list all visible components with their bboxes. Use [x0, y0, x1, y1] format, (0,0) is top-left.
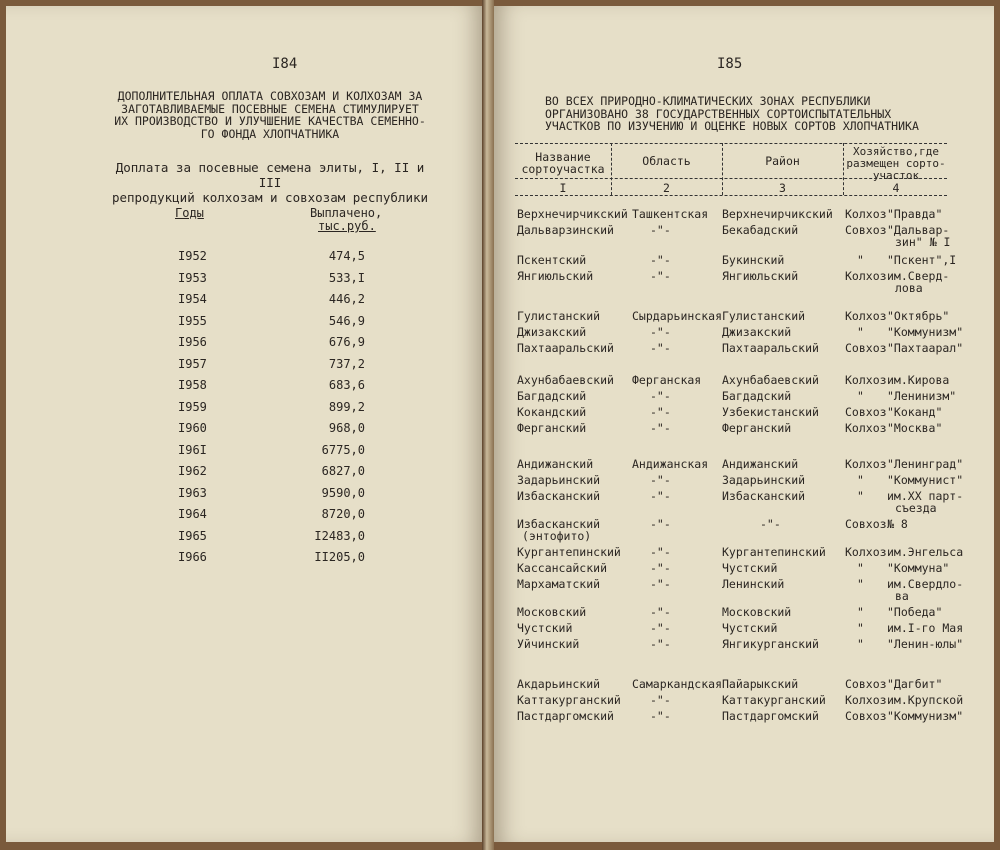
table-cell-region: -"- [650, 561, 671, 575]
right-page-title [545, 95, 919, 133]
table-cell-district: Гулистанский [722, 309, 806, 323]
table-cell-site-name: Дальварзинский [517, 223, 614, 237]
table-cell-year: I958 [178, 378, 207, 392]
table-cell-site-name: Пастдаргомский [517, 709, 614, 723]
table-cell-site-name: Гулистанский [517, 309, 601, 323]
table-cell-farm: "Коканд" [887, 405, 943, 419]
table-cell-year: I966 [178, 550, 207, 564]
table-cell-site-name: Ахунбабаевский [517, 373, 614, 387]
table-cell-farm-type: Колхоз [845, 269, 887, 283]
table-cell-value: 9590,0 [321, 485, 365, 500]
table-cell-region: Самаркандская [632, 677, 723, 691]
table-cell-farm-type: " [857, 605, 864, 619]
table-cell-region: -"- [650, 577, 671, 591]
table-cell-value: I2483,0 [314, 528, 365, 543]
table-cell-farm: зин" № I [895, 235, 951, 249]
table-cell-region: -"- [650, 489, 671, 503]
header-text: Название [535, 150, 591, 164]
table-cell-year: I960 [178, 421, 207, 435]
table-cell-farm-type: Колхоз [845, 545, 887, 559]
left-page-subtitle [110, 160, 430, 205]
table-cell-farm: "Коммунизм" [887, 709, 964, 723]
table-cell-farm: "Пахтаарал" [887, 341, 964, 355]
subtitle-line: Доплата за посевные семена элиты, I, II и III [115, 160, 425, 190]
column-number: 3 [779, 181, 786, 195]
table-cell-site-name: Уйчинский [517, 637, 580, 651]
table-cell-region: -"- [650, 325, 671, 339]
table-cell-region: -"- [650, 269, 671, 283]
table-cell-site-name: Багдадский [517, 389, 587, 403]
table-cell-farm: ва [895, 589, 909, 603]
table-cell-year: I964 [178, 507, 207, 521]
table-cell-farm: "Ленин-юлы" [887, 637, 964, 651]
table-cell-year: I956 [178, 335, 207, 349]
table-cell-farm-type: Совхоз [845, 223, 887, 237]
left-title-line: ГО ФОНДА ХЛОПЧАТНИКА [200, 126, 340, 141]
table-cell-region: Ташкентская [632, 207, 709, 221]
table-cell-value: 737,2 [328, 356, 365, 371]
table-cell-region: -"- [650, 637, 671, 651]
table-cell-site-name: Кургантепинский [517, 545, 621, 559]
table-cell-district: Пахтааральский [722, 341, 819, 355]
table-cell-farm: им.Кирова [887, 373, 950, 387]
header-site-name [515, 151, 611, 175]
table-cell-site-name: Джизакский [517, 325, 587, 339]
table-cell-region: -"- [650, 605, 671, 619]
left-page-number: I84 [272, 56, 298, 72]
table-cell-farm-type: " [857, 621, 864, 635]
table-cell-farm-type: Колхоз [845, 693, 887, 707]
column-number: I [559, 181, 567, 195]
table-cell-site-name: Избасканский [517, 517, 601, 531]
table-cell-farm: им.Сверд- [887, 269, 950, 283]
table-cell-region: -"- [650, 473, 671, 487]
table-cell-district: Янгикурганский [722, 637, 819, 651]
header-district: Район [765, 154, 800, 168]
table-cell-farm-type: Колхоз [845, 421, 887, 435]
table-cell-farm: им.XX парт- [887, 489, 964, 503]
table-cell-farm: № 8 [887, 517, 908, 531]
table-cell-farm: "Коммунист" [887, 473, 964, 487]
table-cell-district: Каттакурганский [722, 693, 826, 707]
table-cell-district: Узбекистанский [722, 405, 819, 419]
table-cell-region: Сырдарьинская [632, 309, 723, 323]
header-text: сортоучастка [521, 162, 605, 176]
table-cell-site-name: Кассансайский [517, 561, 608, 575]
table-cell-district: Ахунбабаевский [722, 373, 819, 387]
table-cell-district: Пастдаргомский [722, 709, 819, 723]
table-cell-value: II205,0 [314, 550, 365, 564]
table-cell-region: -"- [650, 341, 671, 355]
table-number-rule [515, 195, 947, 196]
left-title-line: ЗАГОТАВЛИВАЕМЫЕ ПОСЕВНЫЕ СЕМЕНА СТИМУЛИРУЕТ [121, 101, 419, 116]
table-cell-site-name: Пахтааральский [517, 341, 614, 355]
table-cell-farm: им.Крупской [887, 693, 964, 707]
table-cell-region: -"- [650, 709, 671, 723]
book-spine [482, 0, 494, 850]
table-cell-farm: "Пскент",I [887, 253, 957, 267]
table-cell-value: 683,6 [328, 378, 365, 392]
paid-column-unit: тыс.руб. [318, 219, 376, 233]
table-top-rule [515, 143, 947, 144]
table-cell-year: I962 [178, 464, 207, 478]
table-cell-farm-type: " [857, 489, 864, 503]
table-cell-farm: "Дагбит" [887, 677, 943, 691]
table-cell-value: 546,9 [328, 313, 365, 328]
table-cell-farm: "Правда" [887, 207, 943, 221]
table-cell-value: 474,5 [328, 249, 365, 263]
column-number: 4 [892, 181, 900, 195]
table-cell-farm-type: " [857, 577, 864, 591]
table-cell-year: I955 [178, 313, 207, 328]
table-cell-farm-type: Совхоз [845, 341, 887, 355]
table-cell-site-name: Задарьинский [517, 473, 601, 487]
paid-column-header: Выплачено, [310, 206, 383, 220]
table-cell-farm: съезда [895, 501, 937, 515]
table-cell-farm: им.Энгельса [887, 545, 964, 559]
table-cell-year: I957 [178, 356, 207, 371]
table-cell-year: I963 [178, 485, 207, 500]
table-cell-farm: "Дальвар- [887, 223, 950, 237]
table-cell-farm: "Октябрь" [887, 309, 950, 323]
table-cell-district: Чустский [722, 561, 778, 575]
table-cell-value: 6775,0 [321, 442, 365, 457]
table-cell-region: -"- [650, 517, 671, 531]
table-cell-farm-type: " [857, 253, 864, 267]
table-cell-farm-type: Колхоз [845, 373, 887, 387]
table-cell-region: -"- [650, 693, 671, 707]
table-cell-district: Багдадский [722, 389, 792, 403]
table-cell-site-name: Янгиюльский [517, 269, 594, 283]
left-page-title [100, 90, 440, 140]
left-title-line: ИХ ПРОИЗВОДСТВО И УЛУЧШЕНИЕ КАЧЕСТВА СЕМЕННО- [114, 114, 426, 128]
header-region: Область [642, 154, 691, 168]
header-text: размещен сорто- [846, 157, 946, 170]
table-cell-district: -"- [760, 517, 781, 531]
table-cell-region: Ферганская [632, 373, 702, 387]
table-cell-site-name: Пскентский [517, 253, 587, 267]
table-cell-region: -"- [650, 223, 671, 237]
table-cell-district: Пайарыкский [722, 677, 799, 691]
table-cell-district: Верхнечирчикский [722, 207, 833, 221]
header-farm [843, 146, 949, 182]
table-cell-farm: им.Свердло- [887, 577, 964, 591]
table-cell-region: -"- [650, 253, 671, 267]
table-cell-year: I954 [178, 292, 207, 306]
table-cell-value: 899,2 [328, 399, 365, 414]
table-cell-farm: им.I-го Мая [887, 621, 964, 635]
table-cell-site-name: Андижанский [517, 457, 594, 471]
table-cell-farm-type: " [857, 473, 864, 487]
table-cell-farm-type: Колхоз [845, 457, 887, 471]
table-cell-site-name: Кокандский [517, 405, 587, 419]
table-cell-farm: "Коммуна" [887, 561, 950, 575]
right-page-number: I85 [717, 56, 743, 72]
column-number: 2 [663, 181, 670, 195]
table-cell-region: Андижанская [632, 457, 709, 471]
table-cell-site-name: Каттакурганский [517, 693, 621, 707]
table-cell-district: Ленинский [722, 577, 785, 591]
left-title-line: ДОПОЛНИТЕЛЬНАЯ ОПЛАТА СОВХОЗАМ И КОЛХОЗАМ ЗА [117, 89, 423, 103]
table-cell-site-name: Избасканский [517, 489, 601, 503]
table-cell-district: Кургантепинский [722, 545, 826, 559]
right-title-line: ОРГАНИЗОВАНО 38 ГОСУДАРСТВЕННЫХ СОРТОИСПЫТАТЕЛЬНЫХ [545, 106, 892, 121]
table-cell-district: Бекабадский [722, 223, 799, 237]
table-cell-year: I953 [178, 270, 207, 285]
table-cell-farm: лова [895, 281, 923, 295]
table-cell-farm-type: Совхоз [845, 677, 887, 691]
table-cell-value: 533,I [328, 270, 365, 285]
table-cell-year: I952 [178, 249, 207, 263]
table-cell-region: -"- [650, 421, 671, 435]
table-cell-value: 6827,0 [321, 464, 365, 478]
table-cell-farm-type: Колхоз [845, 309, 887, 323]
table-cell-farm: "Победа" [887, 605, 943, 619]
table-cell-farm-type: " [857, 325, 864, 339]
table-cell-farm-type: " [857, 637, 864, 651]
table-cell-farm-type: Совхоз [845, 517, 887, 531]
header-text: Хозяйство,где [852, 145, 940, 158]
table-cell-region: -"- [650, 621, 671, 635]
table-cell-value: 676,9 [328, 335, 365, 349]
table-cell-year: I965 [178, 528, 207, 543]
table-cell-site-name: Акдарьинский [517, 677, 601, 691]
table-cell-site-name: Верхнечирчикский [517, 207, 628, 221]
table-cell-district: Андижанский [722, 457, 799, 471]
right-title-line: УЧАСТКОВ ПО ИЗУЧЕНИЮ И ОЦЕНКЕ НОВЫХ СОРТОВ ХЛОПЧАТНИКА [545, 119, 919, 133]
table-cell-district: Ферганский [722, 421, 792, 435]
table-cell-site-name: Мархаматский [517, 577, 601, 591]
table-cell-value: 968,0 [328, 421, 365, 435]
table-cell-site-name: (энтофито) [522, 529, 592, 543]
table-cell-district: Задарьинский [722, 473, 806, 487]
table-cell-farm: "Москва" [887, 421, 943, 435]
table-cell-farm: "Ленинизм" [887, 389, 957, 403]
table-cell-site-name: Московский [517, 605, 587, 619]
right-title-line: ВО ВСЕХ ПРИРОДНО-КЛИМАТИЧЕСКИХ ЗОНАХ РЕСПУБЛИКИ [545, 94, 871, 108]
table-cell-year: I959 [178, 399, 207, 414]
table-cell-farm-type: " [857, 389, 864, 403]
table-cell-region: -"- [650, 545, 671, 559]
table-cell-farm-type: Колхоз [845, 207, 887, 221]
table-cell-farm: "Ленинград" [887, 457, 964, 471]
header-text: участок [872, 169, 920, 182]
table-cell-value: 8720,0 [321, 507, 365, 521]
table-cell-district: Янгиюльский [722, 269, 799, 283]
table-cell-farm-type: Совхоз [845, 405, 887, 419]
table-cell-site-name: Ферганский [517, 421, 587, 435]
table-cell-year: I96I [178, 442, 207, 457]
table-cell-district: Букинский [722, 253, 785, 267]
table-cell-district: Московский [722, 605, 792, 619]
table-cell-farm: "Коммунизм" [887, 325, 964, 339]
table-cell-district: Джизакский [722, 325, 792, 339]
subtitle-line: репродукций колхозам и совхозам республики [111, 190, 429, 205]
table-cell-farm-type: " [857, 561, 864, 575]
table-cell-region: -"- [650, 389, 671, 403]
table-cell-farm-type: Совхоз [845, 709, 887, 723]
table-cell-region: -"- [650, 405, 671, 419]
table-cell-value: 446,2 [328, 292, 365, 306]
years-column-header: Годы [175, 206, 204, 220]
table-cell-site-name: Чустский [517, 621, 573, 635]
table-cell-district: Чустский [722, 621, 778, 635]
table-cell-district: Избасканский [722, 489, 806, 503]
